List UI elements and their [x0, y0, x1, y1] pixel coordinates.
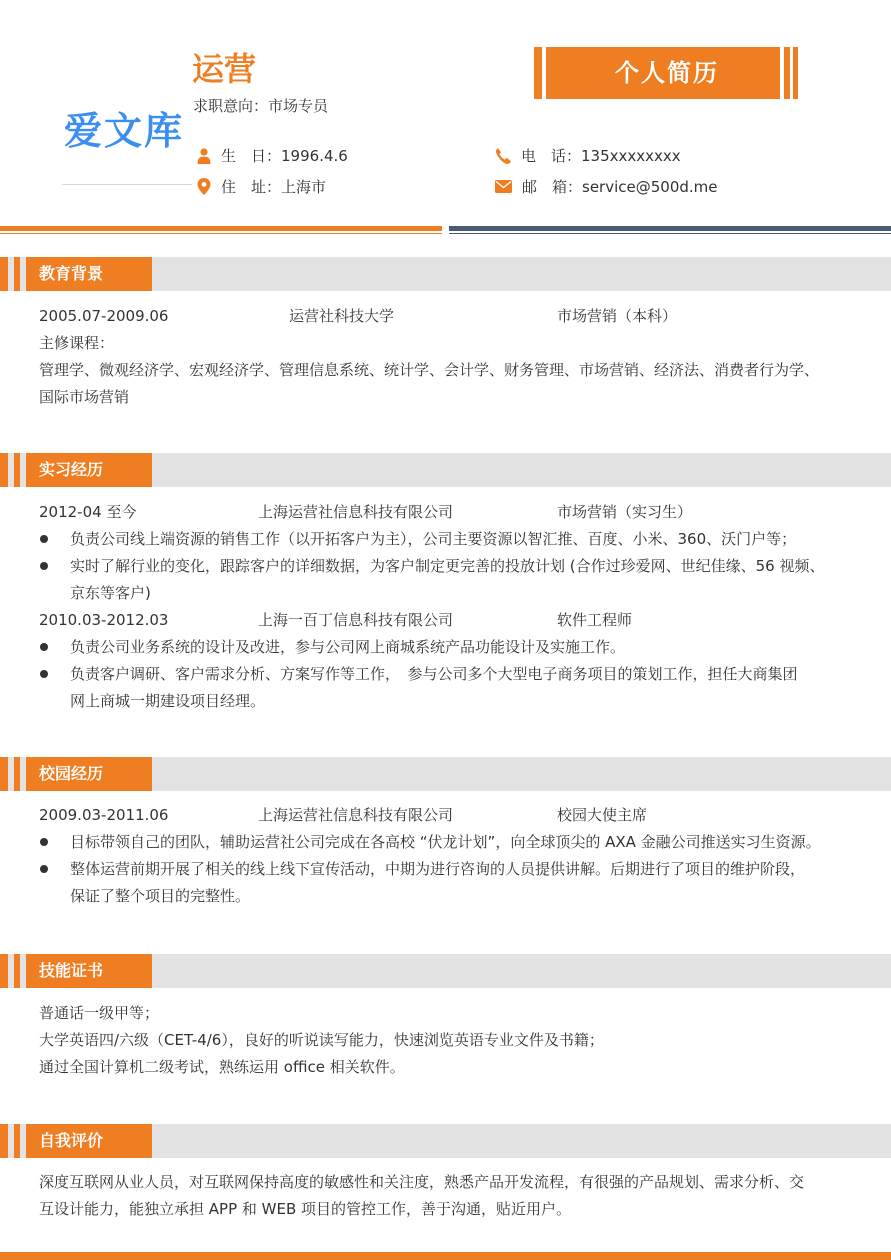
job-role: 软件工程师 [557, 611, 633, 629]
job-intent: 求职意向：市场专员 [193, 97, 329, 115]
job-period: 2012-04 至今 [39, 503, 137, 521]
address-value: 上海市 [281, 178, 327, 196]
job-bullet-cont: 京东等客户) [70, 584, 151, 602]
header-divider-dark [449, 226, 891, 231]
header-divider-orange-thin [0, 233, 442, 234]
phone-row [495, 145, 681, 166]
campus-bullet: 整体运营前期开展了相关的线上线下宣传活动，中期为进行咨询的人员提供讲解。后期进行了项目的维护阶段， [70, 860, 806, 878]
skill-line: 大学英语四/六级（CET-4/6），良好的听说读写能力，快速浏览英语专业文件及书籍； [39, 1031, 604, 1049]
bullet-dot [40, 865, 48, 873]
campus-bullet-cont: 保证了整个项目的完整性。 [70, 887, 251, 905]
location-pin-icon [197, 178, 211, 195]
education-school: 运营社科技大学 [289, 307, 395, 325]
email-label: 邮 箱： [522, 178, 583, 196]
resume-title-banner [534, 47, 798, 99]
campus-company: 上海运营社信息科技有限公司 [258, 806, 454, 824]
header-divider-orange [0, 226, 442, 231]
section-bar [14, 1124, 20, 1158]
address-label: 住 址： [221, 178, 282, 196]
header-divider-dark-thin [449, 233, 891, 234]
courses-line: 管理学、微观经济学、宏观经济学、管理信息系统、统计学、会计学、财务管理、市场营销、经济法、消费者行为学、 [39, 361, 820, 379]
skill-line: 普通话一级甲等； [39, 1004, 160, 1022]
title-right-bar [784, 47, 790, 99]
email-value: service@500d.me [582, 177, 718, 196]
phone-label: 电 话： [521, 147, 582, 165]
mail-icon [495, 180, 512, 193]
address-row [197, 176, 326, 197]
job-bullet: 负责客户调研、客户需求分析、方案写作等工作， 参与公司多个大型电子商务项目的策划工作，担任大商集团 [70, 665, 798, 683]
birth-value: 1996.4.6 [281, 146, 348, 165]
section-bar [14, 757, 20, 791]
job-period: 2010.03-2012.03 [39, 611, 169, 629]
section-bar [14, 954, 20, 988]
phone-icon [495, 148, 511, 164]
section-bar [0, 1124, 8, 1158]
campus-period: 2009.03-2011.06 [39, 806, 169, 824]
bullet-dot [40, 838, 48, 846]
bullet-dot [40, 562, 48, 570]
skill-line: 通过全国计算机二级考试，熟练运用 office 相关软件。 [39, 1058, 405, 1076]
resume-title: 个人简历 [615, 59, 719, 87]
self-evaluation-line: 互设计能力，能独立承担 APP 和 WEB 项目的管控工作，善于沟通，贴近用户。 [39, 1200, 572, 1218]
section-bar [0, 954, 8, 988]
campus-role: 校园大使主席 [557, 806, 648, 824]
phone-value: 135xxxxxxxx [581, 146, 681, 165]
courses-label: 主修课程： [39, 334, 115, 352]
section-title: 教育背景 [26, 257, 152, 291]
bullet-dot [40, 643, 48, 651]
title-left-bar [534, 47, 542, 99]
section-bar [0, 453, 8, 487]
education-period: 2005.07-2009.06 [39, 307, 169, 325]
job-company: 上海运营社信息科技有限公司 [258, 503, 454, 521]
section-title: 校园经历 [26, 757, 152, 791]
section-title: 自我评价 [26, 1124, 152, 1158]
campus-bullet: 目标带领自己的团队，辅助运营社公司完成在各高校 “伏龙计划”，向全球顶尖的 AXA 金融公司推送实习生资源。 [70, 833, 821, 851]
bullet-dot [40, 535, 48, 543]
section-bar [0, 257, 8, 291]
logo-underline [62, 184, 192, 185]
section-bar [14, 257, 20, 291]
self-evaluation-line: 深度互联网从业人员，对互联网保持高度的敏感性和关注度，熟悉产品开发流程，有很强的产品规划、需求分析、交 [39, 1173, 805, 1191]
section-title: 技能证书 [26, 954, 152, 988]
section-bar [0, 757, 8, 791]
birth-row [197, 145, 348, 166]
job-bullet-cont: 网上商城一期建设项目经理。 [70, 692, 266, 710]
section-bar [14, 453, 20, 487]
job-role: 市场营销（实习生） [557, 503, 693, 521]
job-bullet: 负责公司业务系统的设计及改进，参与公司网上商城系统产品功能设计及实施工作。 [70, 638, 626, 656]
education-major: 市场营销（本科） [557, 307, 678, 325]
job-company: 上海一百丁信息科技有限公司 [258, 611, 454, 629]
section-title: 实习经历 [26, 453, 152, 487]
bullet-dot [40, 670, 48, 678]
birth-label: 生 日： [221, 147, 282, 165]
courses-line: 国际市场营销 [39, 388, 130, 406]
footer-bar [0, 1252, 891, 1260]
job-bullet: 实时了解行业的变化，跟踪客户的详细数据，为客户制定更完善的投放计划 (合作过珍爱网、世纪佳缘、56 视频、 [70, 557, 825, 575]
title-right-bar-2 [793, 47, 798, 99]
job-bullet: 负责公司线上端资源的销售工作（以开拓客户为主），公司主要资源以智汇推、百度、小米、360、沃门户等； [70, 530, 797, 548]
logo: 爱文库 [64, 109, 185, 153]
person-icon [197, 148, 211, 164]
email-row [495, 176, 718, 197]
candidate-name: 运营 [192, 50, 257, 88]
